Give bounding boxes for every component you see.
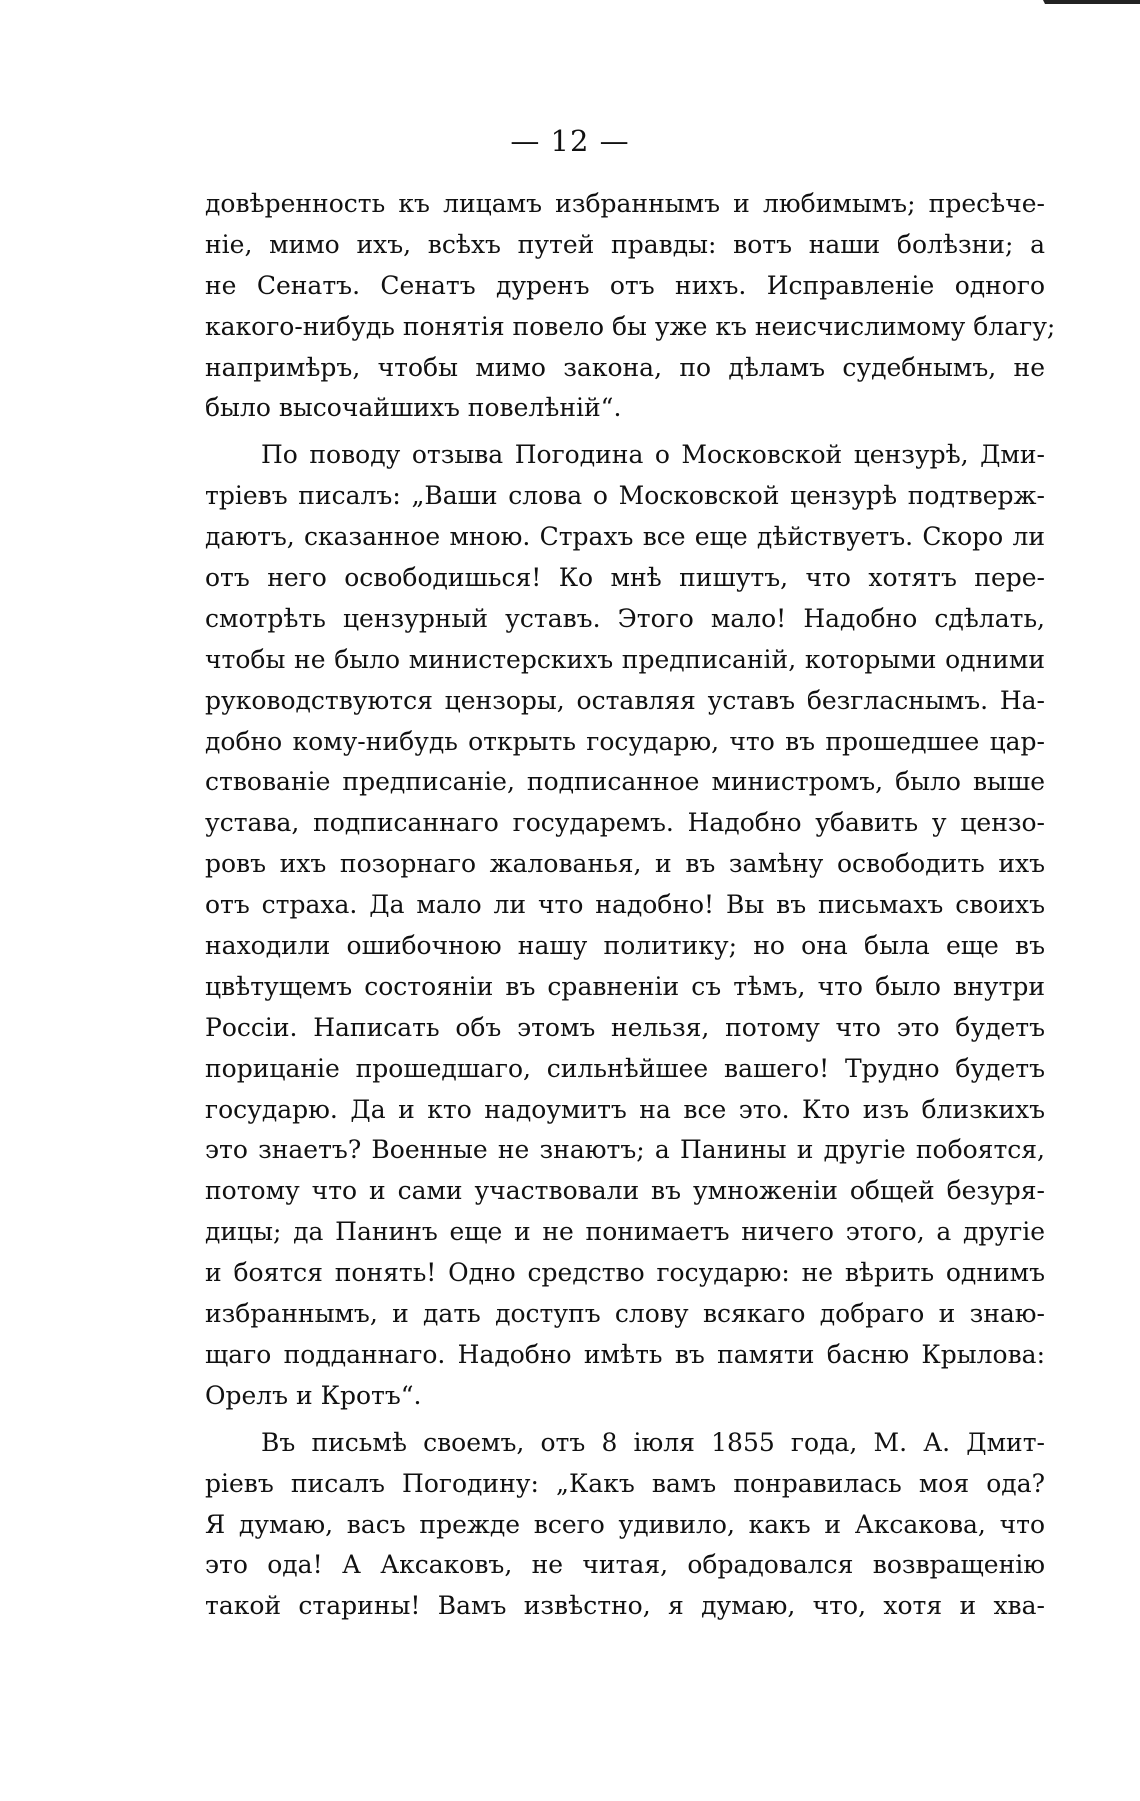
text-line: отъ него освободишься! Ко мнѣ пишутъ, что хотятъ пере- [205,563,1045,593]
text-line: ствованіе предписаніе, подписанное министромъ, было выше [205,767,1045,797]
text-line: тріевъ писалъ: „Ваши слова о Московской цензурѣ подтверж- [205,481,1045,511]
text-line: руководствуются цензоры, оставляя уставъ безгласнымъ. На- [205,685,1045,715]
page-number: — 12 — [510,124,630,158]
scan-edge-mark [1043,0,1140,16]
text-line: государю. Да и кто надоумитъ на все это. Кто изъ близкихъ [205,1094,1045,1124]
text-line: щаго подданнаго. Надобно имѣть въ памяти басню Крылова: [205,1339,1045,1369]
text-line: потому что и сами участвовали въ умноженіи общей безуря- [205,1176,1045,1206]
text-line: находили ошибочною нашу политику; но она была еще въ [205,931,1045,961]
text-line: было высочайшихъ повелѣній“. [205,393,622,423]
text-line: смотрѣть цензурный уставъ. Этого мало! Надобно сдѣлать, [205,603,1045,633]
text-line: устава, подписаннаго государемъ. Надобно убавить у цензо- [205,808,1045,838]
text-line: избраннымъ, и дать доступъ слову всякаго добраго и знаю- [205,1299,1045,1329]
text-line: порицаніе прошедшаго, сильнѣйшее вашего! Трудно будетъ [205,1053,1045,1083]
text-line: и боятся понять! Одно средство государю: не вѣрить однимъ [205,1258,1045,1288]
text-line: напримѣръ, чтобы мимо закона, по дѣламъ судебнымъ, не [205,352,1045,382]
text-line: цвѣтущемъ состояніи въ сравненіи съ тѣмъ, что было внутри [205,971,1045,1001]
paragraph [205,435,1045,1416]
text-line: дицы; да Панинъ еще и не понимаетъ ничего этого, а другіе [205,1217,1045,1247]
text-line: Въ письмѣ своемъ, отъ 8 іюля 1855 года, М. А. Дмит- [261,1427,1045,1457]
text-line: это знаетъ? Военные не знаютъ; а Панины и другіе побоятся, [205,1135,1045,1165]
text-line: Россіи. Написать объ этомъ нельзя, потому что это будетъ [205,1012,1045,1042]
text-line: Я думаю, васъ прежде всего удивило, какъ и Аксакова, что [205,1509,1045,1539]
text-line: ніе, мимо ихъ, всѣхъ путей правды: вотъ наши болѣзни; а [205,229,1045,259]
text-line: ріевъ писалъ Погодину: „Какъ вамъ понравилась моя ода? [205,1468,1045,1498]
text-line: не Сенатъ. Сенатъ дуренъ отъ нихъ. Исправленіе одного [205,270,1045,300]
text-line: какого-нибудь понятія повело бы уже къ неисчислимому благу; [205,311,1056,341]
text-line: Орелъ и Кротъ“. [205,1380,422,1410]
text-line: довѣренность къ лицамъ избраннымъ и любимымъ; пресѣче- [205,189,1045,218]
text-line: По поводу отзыва Погодина о Московской цензурѣ, Дми- [261,440,1045,470]
text-line: это ода! А Аксаковъ, не читая, обрадовался возвращенію [205,1550,1045,1580]
text-line: отъ страха. Да мало ли что надобно! Вы въ письмахъ своихъ [205,890,1045,920]
paragraph [205,184,1056,429]
text-line: добно кому-нибудь открыть государю, что въ прошедшее цар- [205,726,1045,756]
body-text [205,184,1056,1627]
text-line: ровъ ихъ позорнаго жалованья, и въ замѣну освободить ихъ [205,849,1045,879]
paragraph [205,1423,1045,1627]
text-line: даютъ, сказанное мною. Страхъ все еще дѣйствуетъ. Скоро ли [205,522,1045,552]
text-line: такой старины! Вамъ извѣстно, я думаю, что, хотя и хва- [205,1591,1045,1621]
text-line: чтобы не было министерскихъ предписаній, которыми одними [205,644,1045,674]
